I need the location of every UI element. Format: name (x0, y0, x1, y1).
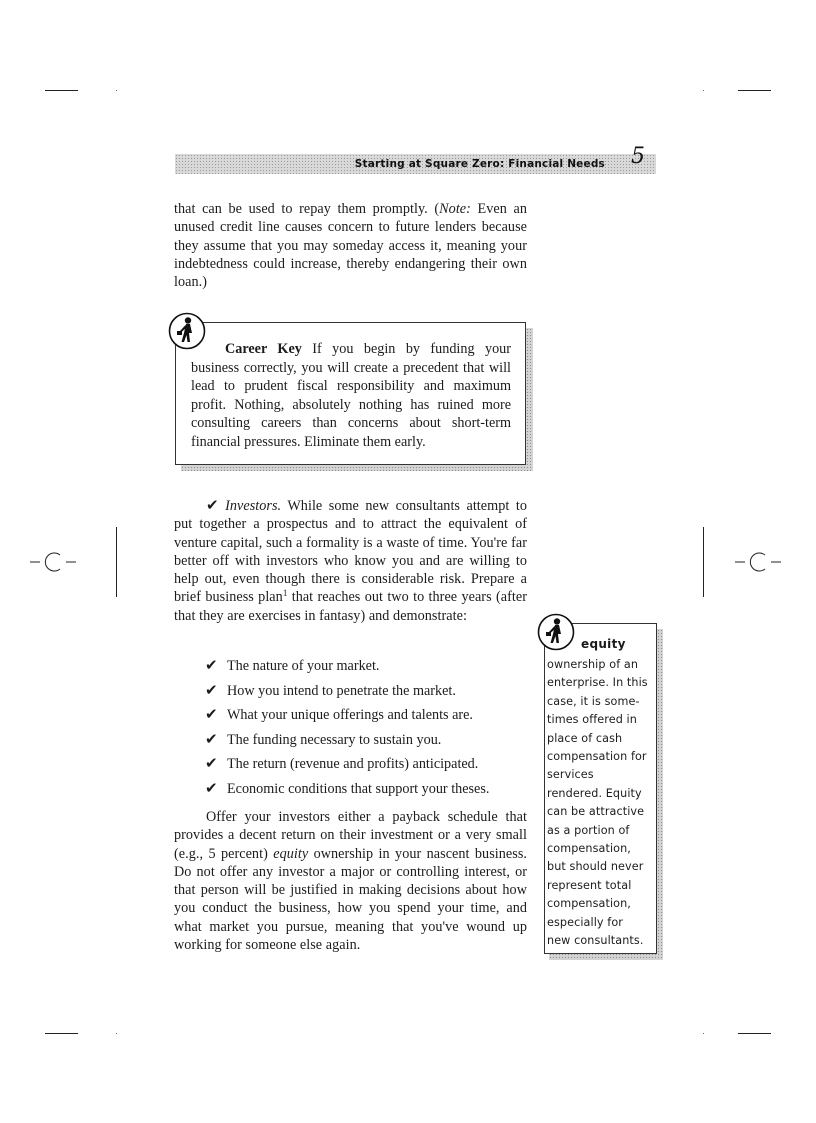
list-item (205, 754, 525, 779)
list-item-text: How you intend to penetrate the market. (227, 682, 456, 699)
list-item (205, 681, 525, 706)
page-number: 5 (631, 144, 645, 169)
list-item-text: The return (revenue and profits) anticipated. (227, 756, 479, 773)
list-item (205, 730, 525, 755)
check-icon: ✔ (206, 496, 219, 514)
check-icon: ✔ (205, 680, 218, 699)
check-icon: ✔ (205, 778, 218, 797)
intro-text-end: Even an unused credit line causes concern to future lenders because they assume that you may someday access it, meaning your indebtedness could increase, thereby endangering their own loan.) (174, 201, 527, 291)
list-item-text: What your unique offerings and talents are. (227, 707, 473, 724)
list-item (205, 705, 525, 730)
note-label: Note: (439, 201, 471, 217)
check-icon: ✔ (205, 729, 218, 748)
investors-paragraph (174, 496, 527, 625)
crop-dot (703, 90, 704, 91)
list-item-text: Economic conditions that support your theses. (227, 780, 490, 797)
intro-text-start: that can be used to repay them promptly. ( (174, 201, 440, 217)
crop-dot (116, 1033, 117, 1034)
crop-mark-left-vertical (116, 527, 117, 597)
footnote-marker: 1 (282, 588, 288, 599)
career-key-body: If you begin by funding your business correctly, you will create a precedent that will lead to prudent fiscal responsibility and maximum profit. Nothing, absolutely nothing has ruined more consulting careers than concerns about short-term financial pressures. Eliminate them early. (191, 341, 511, 450)
investors-text-end: that reaches out two to three years (after that they are exercises in fantasy) and demonstrate: (174, 589, 527, 624)
crop-mark-bottom-right (738, 1033, 771, 1034)
crop-mark-top-left (45, 90, 78, 91)
intro-paragraph (174, 200, 527, 291)
registration-mark-left (30, 547, 76, 577)
investors-text-start: While some new consultants attempt to put together a prospectus and to attract the equivalent of venture capital, such a formality is a waste of time. You're far better off with investors who know you and are willing to help out, even though there is considerable risk. Prepare a brief business plan (174, 498, 527, 606)
list-item (205, 656, 525, 681)
sidebar-definition: ownership of an enterprise. In this case, it is some- times offered in place of cash compensation for services rendered. Equity can be attractive as a portion of compensation, but should never represent total compensation, especially for new consultants. (547, 658, 648, 948)
check-icon: ✔ (205, 705, 218, 724)
crop-mark-bottom-left (45, 1033, 78, 1034)
equity-term: equity (273, 845, 309, 862)
list-item-text: The nature of your market. (227, 658, 380, 674)
crop-dot (116, 90, 117, 91)
walking-businessperson-icon (537, 613, 575, 651)
crop-dot (703, 1033, 704, 1034)
demonstrate-list (205, 656, 525, 804)
offer-text-start: Offer your investors either a payback schedule that provides a decent return on their investment or a very small (e.g., 5 percent) (174, 809, 527, 862)
career-key-text (191, 340, 511, 452)
check-icon: ✔ (205, 656, 218, 674)
crop-mark-right-vertical (703, 527, 704, 597)
list-item (205, 779, 525, 804)
check-icon: ✔ (205, 754, 218, 773)
investors-lead: Investors. (225, 498, 282, 514)
list-item-text: The funding necessary to sustain you. (227, 731, 442, 748)
offer-text-end: ownership in your nascent business. Do not offer any investor a major or controlling interest, or that person will be justified in making decisions about how you conduct the business, how you spend your time, and what market you pursue, meaning that you've wound up working for someone else again. (174, 845, 527, 954)
career-key-label: Career Key (225, 341, 302, 357)
registration-mark-right (735, 547, 781, 577)
offer-paragraph (174, 808, 527, 954)
crop-mark-top-right (738, 90, 771, 91)
running-header-title: Starting at Square Zero: Financial Needs (354, 158, 605, 170)
sidebar-term: equity (581, 637, 626, 651)
